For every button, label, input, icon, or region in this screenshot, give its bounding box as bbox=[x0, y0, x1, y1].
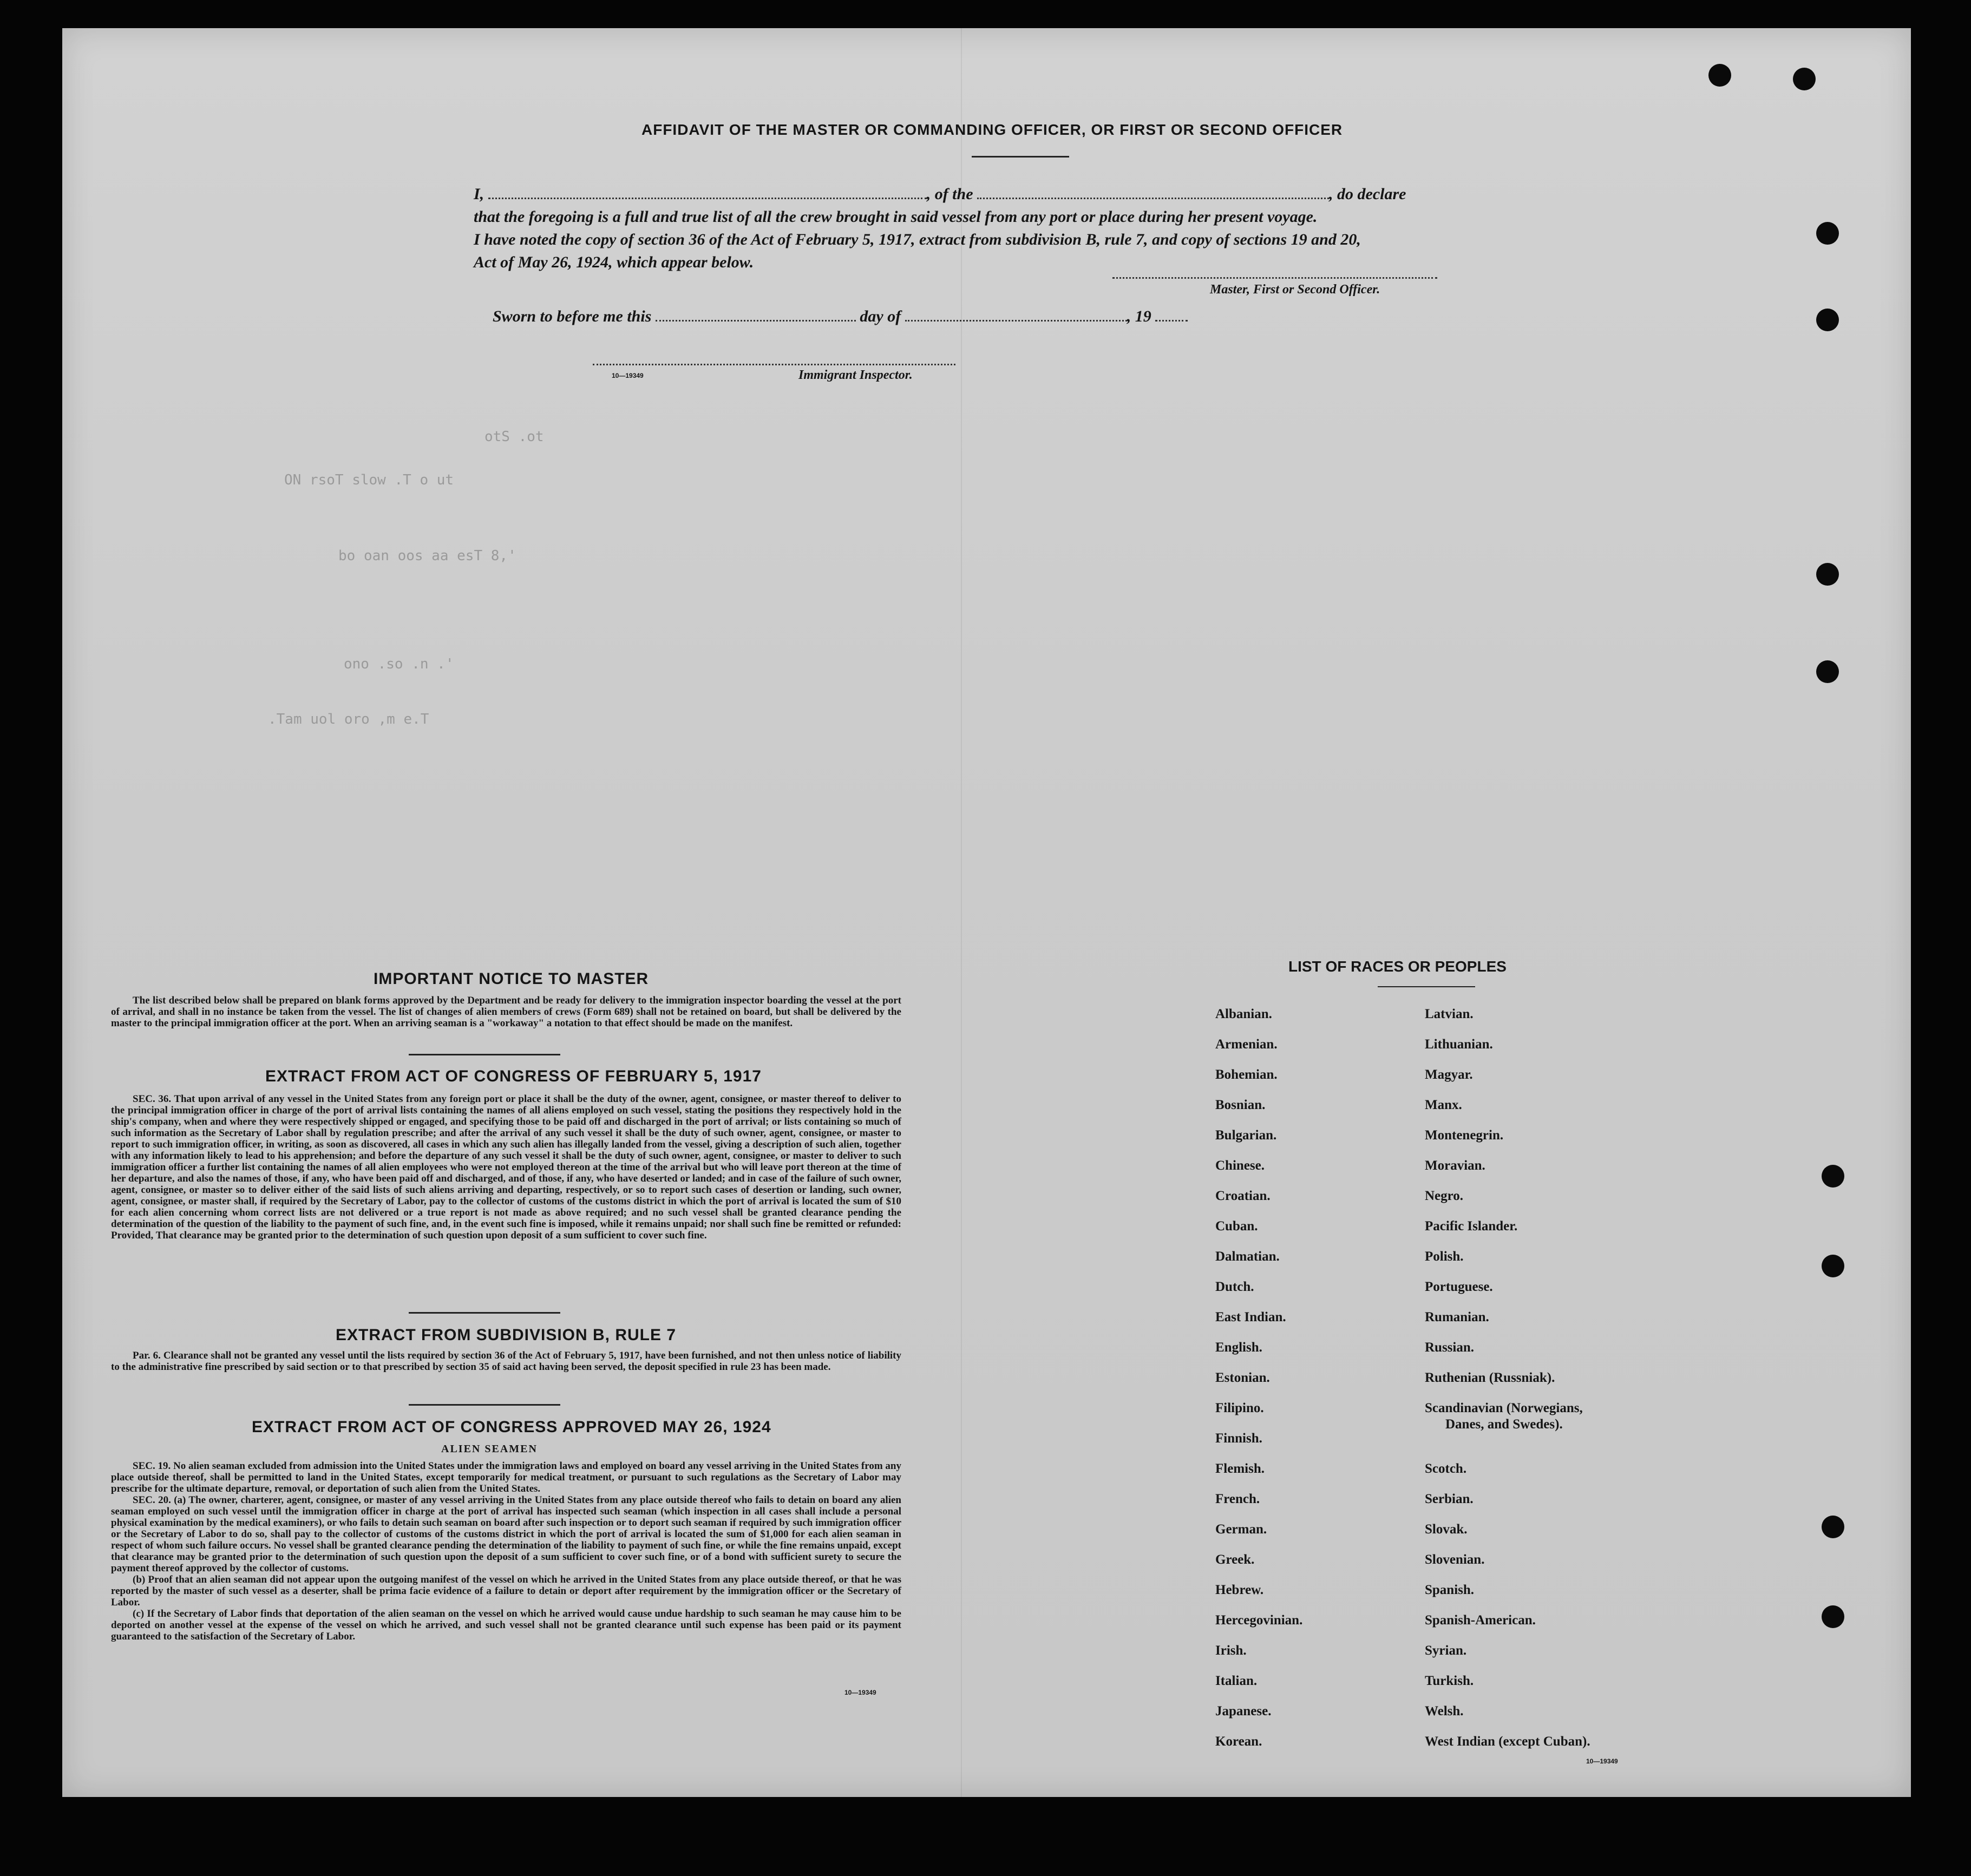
extract-1917-text: SEC. 36. That upon arrival of any vessel in the United States from any foreign port or place it shall be the duty of the owner, agent, consignee, or master thereof to deliver to the principal immigration officer in charge of the port of arrival lists containing the names of all aliens employed on such vessel, stating the positions they respectively hold in the ship's company, when and where they were respectively shipped or engaged, and specifying those to be paid off and discharged in the port of arrival; or lists containing so much of such information as the Secretary of Labor shall by regulation prescribe; and after the arrival of any such vessel it shall be the duty of such owner, agent, consignee, or master to report to such immigration officer, in writing, as soon as discovered, all cases in which any such alien has illegally landed from the vessel, giving a description of such alien, together with any information likely to lead to his apprehension; and before the departure of any such vessel it shall be the duty of such owner, agent, consignee, or master to deliver to such immigration officer a further list containing the names of all alien employees who were not employed thereon at the time of the arrival but who will leave port thereon at the time of her departure, and also the names of those, if any, who have been paid off and discharged, and of those, if any, who have deserted or landed; and in case of the failure of such owner, agent, consignee, or master so to deliver either of the said lists of such aliens arriving and departing, respectively, or so to report such cases of desertion or landing, such owner, agent, consignee, or master shall, if required by the Secretary of Labor, pay to the collector of customs of the customs district in which the port of arrival is located the sum of $10 for each alien concerning whom correct lists are not delivered or a true report is not made as above required; and no such vessel shall be granted clearance pending the determination of the question of the liability to the payment of such fine, and, in the event such fine is imposed, while it remains unpaid; nor shall such fine be remitted or refunded: Provided, That clearance may be granted prior to the determination of such question upon deposit of a sum sufficient to cover such fine. bbox=[111, 1093, 901, 1241]
race-item: Slovenian. bbox=[1425, 1552, 1485, 1567]
affidavit-title: AFFIDAVIT OF THE MASTER OR COMMANDING OFFICER, OR FIRST OR SECOND OFFICER bbox=[641, 121, 1343, 138]
sworn-day-blank[interactable] bbox=[656, 307, 856, 322]
race-item: Bulgarian. bbox=[1215, 1128, 1277, 1143]
extract-1924-title: EXTRACT FROM ACT OF CONGRESS APPROVED MAY 26, 1924 bbox=[252, 1418, 771, 1436]
month-blank[interactable] bbox=[905, 307, 1127, 322]
year-blank[interactable] bbox=[1155, 307, 1188, 322]
race-item: Italian. bbox=[1215, 1674, 1258, 1688]
affidavit-body bbox=[474, 183, 1524, 274]
race-item: Albanian. bbox=[1215, 1007, 1272, 1021]
divider bbox=[409, 1054, 560, 1055]
race-item: Portuguese. bbox=[1425, 1280, 1493, 1294]
punch-hole-icon bbox=[1822, 1255, 1844, 1277]
affidavit-line-2: that the foregoing is a full and true list of all the crew brought in said vessel from any port or place during her present voyage. bbox=[474, 208, 1318, 226]
race-item: Magyar. bbox=[1425, 1067, 1473, 1082]
race-item: Hercegovinian. bbox=[1215, 1613, 1303, 1628]
extract-1924-body bbox=[111, 1460, 901, 1642]
document-page: AFFIDAVIT OF THE MASTER OR COMMANDING OFFICER, OR FIRST OR SECOND OFFICER I, , of the , do declare that the foregoing is a full and true list of all the crew brought in said vessel from any port or place during her present voyage. I have noted the copy of section 36 of the Act of February 5, 1917, extract from subdivision B, rule 7, and copy of sections 19 and 20, Act of May 26, 1924, which appear below. Master, First or Second Officer. Sworn to before me this day of , 19 10—19349 Immigrant Inspector. ON rsoT slow .T o ut bo oan oos aa esT 8,' .Tam uol oro ,m e.T otS .ot ono .so .n .' IMPORTANT NOTICE TO MASTER The list described below shall be prepared on blank forms approved by the Department and be ready for delivery to the immigration inspector boarding the vessel at the port of arrival, and shall in no instance be taken from the vessel. The list of changes of alien members of crews (Form 689) shall not be retained on board, but shall be delivered by the master to the principal immigration officer at the port. When an arriving seaman is a "workaway" a notation to that effect should be made on the manifest. EXTRACT FROM ACT OF CONGRESS OF FEBRUARY 5, 1917 SEC. 36. That upon arrival of any vessel in the United States from any foreign port or place it shall be the duty of the owner, agent, consignee, or master thereof to deliver to the principal immigration officer in charge of the port of arrival lists containing the names of all aliens employed on such vessel, stating the positions they respectively hold in the ship's company, when and where they were respectively shipped or engaged, and specifying those to be paid off and discharged in the port of arrival; or lists containing so much of such information as the Secretary of Labor shall by regulation prescribe; and after the arrival of any such vessel it shall be the duty of such owner, agent, consignee, or master to report to such immigration officer, in writing, as soon as discovered, all cases in which any such alien has illegally landed from the vessel, giving a description of such alien, together with any information likely to lead to his apprehension; and before the departure of any such vessel it shall be the duty of such owner, agent, consignee, or master to deliver to such immigration officer a further list containing the names of all alien employees who were not employed thereon at the time of the arrival but who will leave port thereon at the time of her departure, and also the names of those, if any, who have been paid off and discharged, and of those, if any, who have deserted or landed; and in case of the failure of such owner, agent, consignee, or master so to deliver either of the said lists of such aliens arriving and departing, respectively, or so to report such cases of desertion or landing, such owner, agent, consignee, or master shall, if required by the Secretary of Labor, pay to the collector of customs of the customs district in which the port of arrival is located the sum of $10 for each alien concerning whom correct lists are not delivered or a true report is not made as above required; and no such vessel shall be granted clearance pending the determination of the question of the liability to the payment of such fine, and, in the event such fine is imposed, while it remains unpaid; nor shall such fine be remitted or refunded: Provided, That clearance may be granted prior to the determination of such question upon deposit of a sum sufficient to cover such fine. EXTRACT FROM SUBDIVISION B, RULE 7 Par. 6. Clearance shall not be granted any vessel until the lists required by section 36 of the Act of February 5, 1917, have been furnished, and not then unless notice of liability to the administrative fine prescribed by said section or to that prescribed by section 35 of said act having been served, the deposit specified in rule 23 has been made. EXTRACT FROM ACT OF CONGRESS APPROVED MAY 26, 1924 ALIEN SEAMEN SEC. 19. No alien seaman excluded from admission into the United States under the immigration laws and employed on board any vessel arriving in the United States from any place outside thereof, shall be permitted to land in the United States, except temporarily for medical treatment, or pursuant to such regulations as the Secretary of Labor may prescribe for the ultimate departure, removal, or deportation of such alien from the United States. SEC. 20. (a) The owner, charterer, agent, consignee, or master of any vessel arriving in the United States from any place outside thereof who fails to detain on board any alien seaman employed on such vessel until the immigration officer in charge at the port of arrival has inspected such seaman (which inspection in all cases shall include a personal physical examination by the medical examiners), or who fails to detain such seaman on board after such inspection or to deport such seaman if required by such immigration officer or the Secretary of Labor to do so, shall pay to the collector of customs of the customs district in which the port of arrival is located the sum of $1,000 for each alien seaman in respect of whom such failure occurs. No vessel shall be granted clearance pending the determination of the liability to payment of such fine, or while the fine remains unpaid, except that clearance may be granted prior to the determination of such question upon the deposit of a sum sufficient to cover such fine, or of a bond with sufficient surety to secure the payment thereof approved by the collector of customs. (b) Proof that an alien seaman did not appear upon the outgoing manifest of the vessel on which he arrived in the United States from any place outside thereof, or that he was reported by the master of such vessel as a deserter, shall be prima facie evidence of a failure to detain or deport after requirement by the immigration officer or the Secretary of Labor. (c) If the Secretary of Labor finds that deportation of the alien seaman on the vessel on which he arrived would cause undue hardship to such seaman he may cause him to be deported on another vessel at the expense of the vessel on which he arrived, and such vessel shall not be granted clearance until such expense has been paid or its payment guaranteed to the satisfaction of the Secretary of Labor. 10—19349 LIST OF RACES OR PEOPLES Albanian. Armenian. Bohemian. Bosnian. Bulgarian. Chinese. Croatian. Cuban. Dalmatian. Dutch. East Indian. English. Estonian. Filipino. Finnish. Flemish. French. German. Greek. Hebrew. Hercegovinian. Irish. Italian. Japanese. Korean. Latvian. Lithuanian. Magyar. Manx. Montenegrin. Moravian. Negro. Pacific Islander. Polish. Portuguese. Rumanian. Russian. Ruthenian (Russniak). Scandinavian (Norwegians, Danes, and Swedes). Scotch. Serbian. Slovak. Slovenian. Spanish. Spanish-American. Syrian. Turkish. Welsh. West Indian (except Cuban). 10—19349 bbox=[62, 28, 1911, 1797]
race-item: East Indian. bbox=[1215, 1310, 1286, 1324]
form-code: 10—19349 bbox=[844, 1689, 876, 1696]
race-item: Scandinavian (Norwegians, bbox=[1425, 1401, 1583, 1415]
race-item: Montenegrin. bbox=[1425, 1128, 1504, 1143]
race-item: English. bbox=[1215, 1340, 1262, 1355]
sec19-text: SEC. 19. No alien seaman excluded from admission into the United States under the immigration laws and employed on board any vessel arriving in the United States from any place outside thereof, shall be permitted to land in the United States, except temporarily for medical treatment, or pursuant to such regulations as the Secretary of Labor may prescribe for the ultimate departure, removal, or deportation of such alien from the United States. bbox=[111, 1460, 901, 1494]
punch-hole-icon bbox=[1793, 68, 1816, 90]
divider bbox=[972, 156, 1069, 158]
rule7-title: EXTRACT FROM SUBDIVISION B, RULE 7 bbox=[336, 1326, 677, 1344]
race-item: Bosnian. bbox=[1215, 1098, 1266, 1112]
race-item: Armenian. bbox=[1215, 1037, 1278, 1052]
sworn-line bbox=[493, 305, 1188, 328]
race-item: German. bbox=[1215, 1522, 1267, 1537]
race-item: Syrian. bbox=[1425, 1643, 1467, 1658]
race-item: Chinese. bbox=[1215, 1158, 1265, 1173]
race-item: Polish. bbox=[1425, 1249, 1464, 1264]
race-item: Spanish-American. bbox=[1425, 1613, 1536, 1628]
do-declare-label: , do declare bbox=[1329, 185, 1406, 203]
extract-1917-title: EXTRACT FROM ACT OF CONGRESS OF FEBRUARY 5, 1917 bbox=[265, 1067, 762, 1085]
race-item: Ruthenian (Russniak). bbox=[1425, 1370, 1555, 1385]
race-item: Bohemian. bbox=[1215, 1067, 1278, 1082]
punch-hole-icon bbox=[1822, 1165, 1844, 1188]
signature-line[interactable] bbox=[1112, 277, 1437, 279]
vessel-blank[interactable] bbox=[977, 185, 1329, 199]
sworn-label: Sworn to before me this bbox=[493, 307, 652, 325]
punch-hole-icon bbox=[1822, 1516, 1844, 1538]
race-item: Pacific Islander. bbox=[1425, 1219, 1518, 1234]
i-label: I, bbox=[474, 185, 484, 203]
inspector-caption: Immigrant Inspector. bbox=[798, 368, 913, 382]
notice-text: The list described below shall be prepared on blank forms approved by the Department and be ready for delivery to the immigration inspector boarding the vessel at the port of arrival, and shall in no instance be taken from the vessel. The list of changes of alien members of crews (Form 689) shall not be retained on board, but shall be delivered by the master to the principal immigration officer at the port. When an arriving seaman is a "workaway" a notation to that effect should be made on the manifest. bbox=[111, 995, 901, 1029]
race-item: Korean. bbox=[1215, 1734, 1262, 1749]
punch-hole-icon bbox=[1816, 309, 1839, 331]
form-code: 10—19349 bbox=[1586, 1757, 1618, 1765]
race-item: Welsh. bbox=[1425, 1704, 1464, 1718]
punch-hole-icon bbox=[1816, 222, 1839, 245]
affidavit-line-4: Act of May 26, 1924, which appear below. bbox=[474, 253, 754, 271]
race-item: Dalmatian. bbox=[1215, 1249, 1280, 1264]
race-item: Turkish. bbox=[1425, 1674, 1474, 1688]
affidavit-line-3: I have noted the copy of section 36 of the Act of February 5, 1917, extract from subdivision B, rule 7, and copy of sections 19 and 20, bbox=[474, 231, 1361, 248]
sec20b-text: (b) Proof that an alien seaman did not appear upon the outgoing manifest of the vessel on which he arrived in the United States from any place outside thereof, or that he was reported by the master of such vessel as a deserter, shall be prima facie evidence of a failure to detain or deport after requirement by the immigration officer or the Secretary of Labor. bbox=[111, 1574, 901, 1608]
race-item: Hebrew. bbox=[1215, 1583, 1264, 1597]
divider bbox=[409, 1404, 560, 1406]
race-item: Filipino. bbox=[1215, 1401, 1264, 1415]
race-item: Irish. bbox=[1215, 1643, 1247, 1658]
signature-caption: Master, First or Second Officer. bbox=[1210, 283, 1380, 297]
inspector-line[interactable] bbox=[593, 364, 955, 365]
race-item: Cuban. bbox=[1215, 1219, 1258, 1234]
page-fold bbox=[961, 28, 962, 1797]
race-item: Slovak. bbox=[1425, 1522, 1468, 1537]
notice-title: IMPORTANT NOTICE TO MASTER bbox=[374, 970, 649, 988]
race-item: Flemish. bbox=[1215, 1461, 1265, 1476]
year-label: , 19 bbox=[1127, 307, 1151, 325]
race-item: Latvian. bbox=[1425, 1007, 1474, 1021]
race-item: Finnish. bbox=[1215, 1431, 1262, 1446]
race-item: Serbian. bbox=[1425, 1492, 1474, 1506]
race-item: Russian. bbox=[1425, 1340, 1475, 1355]
race-item: Lithuanian. bbox=[1425, 1037, 1493, 1052]
divider bbox=[409, 1312, 560, 1314]
race-item: Japanese. bbox=[1215, 1704, 1272, 1718]
race-item: Croatian. bbox=[1215, 1189, 1271, 1203]
race-item: Greek. bbox=[1215, 1552, 1255, 1567]
day-of-label: day of bbox=[860, 307, 901, 325]
punch-hole-icon bbox=[1816, 660, 1839, 683]
punch-hole-icon bbox=[1822, 1605, 1844, 1628]
races-title: LIST OF RACES OR PEOPLES bbox=[1288, 958, 1507, 975]
race-item: Manx. bbox=[1425, 1098, 1462, 1112]
race-item: West Indian (except Cuban). bbox=[1425, 1734, 1590, 1749]
divider bbox=[1378, 986, 1475, 987]
alien-seamen-subtitle: ALIEN SEAMEN bbox=[441, 1443, 538, 1455]
race-item: Danes, and Swedes). bbox=[1445, 1417, 1563, 1432]
affidavit-line-1 bbox=[474, 183, 1524, 206]
race-item: Estonian. bbox=[1215, 1370, 1270, 1385]
of-the-label: , of the bbox=[926, 185, 973, 203]
punch-hole-icon bbox=[1816, 563, 1839, 586]
race-item: Dutch. bbox=[1215, 1280, 1254, 1294]
name-blank[interactable] bbox=[488, 185, 927, 199]
race-item: Rumanian. bbox=[1425, 1310, 1489, 1324]
form-code: 10—19349 bbox=[612, 372, 644, 379]
race-item: French. bbox=[1215, 1492, 1260, 1506]
race-item: Spanish. bbox=[1425, 1583, 1475, 1597]
race-item: Negro. bbox=[1425, 1189, 1464, 1203]
punch-hole-icon bbox=[1708, 64, 1731, 87]
sec20c-text: (c) If the Secretary of Labor finds that deportation of the alien seaman on the vessel on which he arrived would cause undue hardship to such seaman he may cause him to be deported on another vessel at the expense of the vessel on which he arrived, and such vessel shall not be granted clearance until such expense has been paid or its payment guaranteed to the satisfaction of the Secretary of Labor. bbox=[111, 1608, 901, 1642]
race-item: Scotch. bbox=[1425, 1461, 1467, 1476]
sec20a-text: SEC. 20. (a) The owner, charterer, agent, consignee, or master of any vessel arriving in the United States from any place outside thereof who fails to detain on board any alien seaman employed on such vessel until the immigration officer in charge at the port of arrival has inspected such seaman (which inspection in all cases shall include a personal physical examination by the medical examiners), or who fails to detain such seaman on board after such inspection or to deport such seaman if required by such immigration officer or the Secretary of Labor to do so, shall pay to the collector of customs of the customs district in which the port of arrival is located the sum of $1,000 for each alien seaman in respect of whom such failure occurs. No vessel shall be granted clearance pending the determination of the liability to payment of such fine, or while the fine remains unpaid, except that clearance may be granted prior to the determination of such question upon the deposit of a sum sufficient to cover such fine, or of a bond with sufficient surety to secure the payment thereof approved by the collector of customs. bbox=[111, 1494, 901, 1574]
race-item: Moravian. bbox=[1425, 1158, 1485, 1173]
rule7-text: Par. 6. Clearance shall not be granted any vessel until the lists required by section 36 of the Act of February 5, 1917, have been furnished, and not then unless notice of liability to the administrative fine prescribed by said section or to that prescribed by section 35 of said act having been served, the deposit specified in rule 23 has been made. bbox=[111, 1350, 901, 1373]
